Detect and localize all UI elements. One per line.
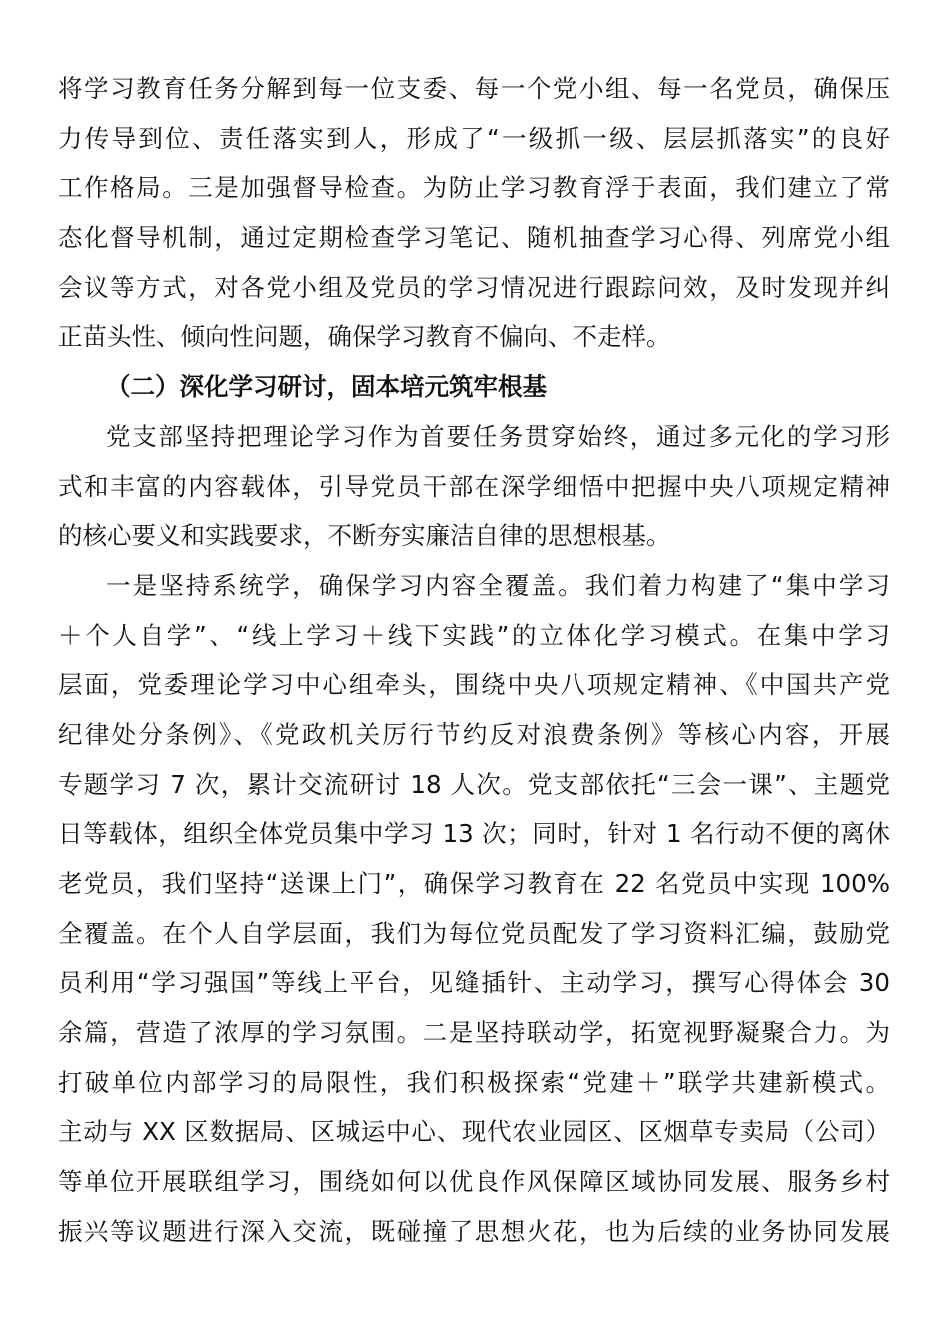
text-line: 余篇，营造了浓厚的学习氛围。二是坚持联动学，拓宽视野凝聚合力。为 <box>58 1018 890 1048</box>
text-line: 打破单位内部学习的局限性，我们积极探索“党建＋”联学共建新模式。 <box>58 1067 890 1097</box>
text-line: 专题学习 7 次，累计交流研讨 18 人次。党支部依托“三会一课”、主题党 <box>58 769 890 799</box>
text-line: 等单位开展联组学习，围绕如何以优良作风保障区域协同发展、服务乡村 <box>58 1167 890 1197</box>
section-heading: （二）深化学习研讨，固本培元筑牢根基 <box>106 372 547 402</box>
text-line: 式和丰富的内容载体，引导党员干部在深学细悟中把握中央八项规定精神 <box>58 471 890 501</box>
text-line: 全覆盖。在个人自学层面，我们为每位党员配发了学习资料汇编，鼓励党 <box>58 918 890 948</box>
text-line: 党支部坚持把理论学习作为首要任务贯穿始终，通过多元化的学习形 <box>106 421 890 451</box>
text-line: 一是坚持系统学，确保学习内容全覆盖。我们着力构建了“集中学习 <box>106 570 890 600</box>
text-line: ＋个人自学”、“线上学习＋线下实践”的立体化学习模式。在集中学习 <box>58 620 890 650</box>
text-line: 振兴等议题进行深入交流，既碰撞了思想火花，也为后续的业务协同发展 <box>58 1216 890 1246</box>
text-line: 工作格局。三是加强督导检查。为防止学习教育浮于表面，我们建立了常 <box>58 173 890 203</box>
document-page <box>58 64 890 1257</box>
text-line: 员利用“学习强国”等线上平台，见缝插针、主动学习，撰写心得体会 30 <box>58 968 890 998</box>
text-line: 正苗头性、倾向性问题，确保学习教育不偏向、不走样。 <box>58 322 671 352</box>
text-line: 主动与 XX 区数据局、区城运中心、现代农业园区、区烟草专卖局（公司） <box>58 1117 890 1147</box>
paragraph-1 <box>58 64 890 362</box>
text-line: 将学习教育任务分解到每一位支委、每一个党小组、每一名党员，确保压 <box>58 74 890 103</box>
text-line: 层面，党委理论学习中心组牵头，围绕中央八项规定精神、《中国共产党 <box>58 670 890 700</box>
paragraph-2 <box>58 412 890 561</box>
text-line: 态化督导机制，通过定期检查学习笔记、随机抽查学习心得、列席党小组 <box>58 223 890 253</box>
text-line: 力传导到位、责任落实到人，形成了“一级抓一级、层层抓落实”的良好 <box>58 123 890 153</box>
paragraph-3 <box>58 561 890 1257</box>
text-line: 会议等方式，对各党小组及党员的学习情况进行跟踪问效，及时发现并纠 <box>58 272 890 302</box>
text-line: 纪律处分条例》、《党政机关厉行节约反对浪费条例》等核心内容，开展 <box>58 719 890 749</box>
text-line: 日等载体，组织全体党员集中学习 13 次；同时，针对 1 名行动不便的离休 <box>58 819 890 849</box>
text-line: 老党员，我们坚持“送课上门”，确保学习教育在 22 名党员中实现 100% <box>58 869 890 898</box>
text-line: 的核心要义和实践要求，不断夯实廉洁自律的思想根基。 <box>58 521 671 551</box>
